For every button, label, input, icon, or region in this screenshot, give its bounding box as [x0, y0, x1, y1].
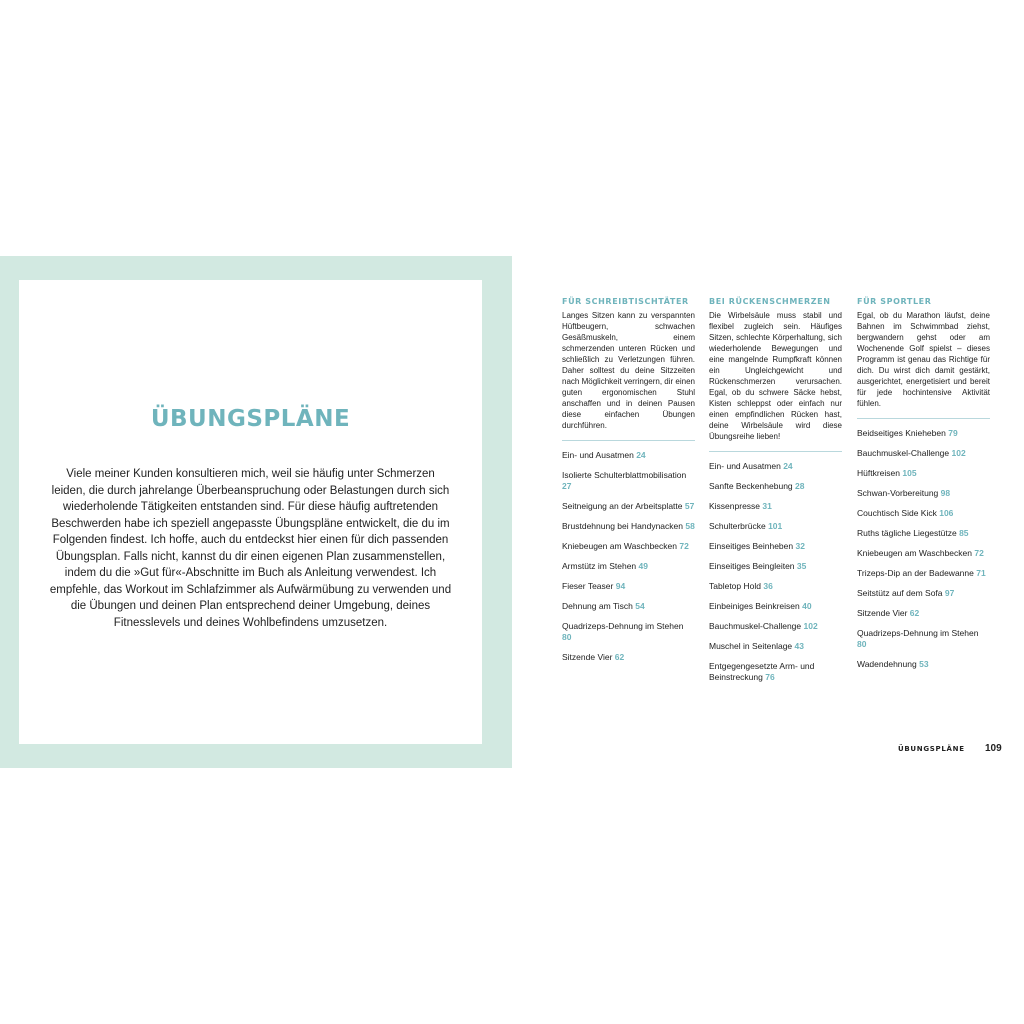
column-description: Die Wirbelsäule muss stabil und flexibel zugleich sein. Häufiges Sitzen, schlechte Körperhaltung, sich wiederholende Bewegungen und eine mangelnde Rumpfkraft können ein Ungleichgewicht und Rückenschmerzen verursachen. Egal, ob du schwere Säcke hebst, Kisten schleppst oder einfach nur einen empfindlichen Rücken hast, deine Wirbelsäule wird diese Übungsreihe lieben!: [709, 311, 842, 441]
column-heading: BEI RÜCKENSCHMERZEN: [709, 297, 831, 306]
column-description: Langes Sitzen kann zu verspannten Hüftbeugern, schwachen Gesäßmuskeln, einem schmerzenden unteren Rücken und schließlich zu Verletzungen führen. Daher solltest du deine Sitzzeiten nach Möglichkeit verringern, dir einen guten ergonomischen Stuhl anschaffen und in deinen Pausen diese einfachen Übungen durchführen.: [562, 311, 695, 430]
exercise-page-number: 53: [919, 659, 929, 669]
exercise-page-number: 71: [976, 568, 986, 578]
exercise-page-number: 102: [803, 621, 818, 631]
exercise-name: Quadrizeps-Dehnung im Stehen: [857, 628, 979, 638]
exercise-item: [709, 561, 842, 572]
exercise-item: [857, 548, 990, 559]
exercise-item: [857, 628, 990, 650]
exercise-name: Einseitiges Beinheben: [709, 541, 794, 551]
plan-column-athletes: [857, 296, 990, 679]
exercise-item: [857, 528, 990, 539]
exercise-page-number: 79: [948, 428, 958, 438]
exercise-name: Ein- und Ausatmen: [709, 461, 781, 471]
exercise-page-number: 57: [684, 501, 695, 511]
page-title: ÜBUNGSPLÄNE: [150, 406, 351, 432]
exercise-name: Entgegengesetzte Arm- und Beinstreckung: [709, 661, 815, 682]
exercise-page-number: 40: [802, 601, 812, 611]
exercise-item: [857, 428, 990, 439]
exercise-item: [709, 641, 842, 652]
left-page-panel: [19, 280, 482, 744]
exercise-name: Quadrizeps-Dehnung im Stehen: [562, 621, 684, 631]
exercise-page-number: 98: [940, 488, 951, 498]
column-heading: FÜR SCHREIBTISCHTÄTER: [562, 297, 689, 306]
exercise-item: [709, 581, 842, 592]
exercise-name: Sitzende Vier: [562, 652, 613, 662]
exercise-item: [857, 659, 990, 670]
exercise-page-number: 101: [768, 521, 783, 531]
exercise-item: [709, 601, 842, 612]
exercise-name: Kniebeugen am Waschbecken: [562, 541, 677, 551]
exercise-name: Isolierte Schulterblattmobilisation: [562, 470, 687, 480]
exercise-page-number: 62: [909, 608, 920, 618]
exercise-name: Couchtisch Side Kick: [857, 508, 937, 518]
exercise-page-number: 58: [685, 521, 695, 531]
exercise-item: [562, 521, 695, 532]
exercise-name: Schulterbrücke: [709, 521, 766, 531]
exercise-page-number: 24: [636, 450, 646, 460]
intro-paragraph: Viele meiner Kunden konsultieren mich, weil sie häufig unter Schmerzen leiden, die durch jahrelange Überbeanspruchung oder Belastungen durch sich wiederholende Tätigkeiten entstanden sind. Für diese häufig auftretenden Beschwerden habe ich speziell angepasste Übungspläne entwickelt, die du im Folgenden findest. Ich hoffe, auch du entdeckst hier einen für dich passenden Übungsplan. Falls nicht, kannst du dir einen eigenen Plan zusammenstellen, indem du die »Gut für«-Abschnitte im Buch als Anleitung verwendest. Ich empfehle, das Workout im Schlafzimmer als Aufwärmübung zu verwenden und die Übungen und deinen Plan entsprechend deiner Umgebung, deines Fitnesslevels und deines Wohlbefindens umzusetzen.: [49, 468, 452, 629]
exercise-page-number: 35: [796, 561, 807, 571]
exercise-item: [562, 541, 695, 552]
exercise-item: [562, 581, 695, 592]
exercise-name: Armstütz im Stehen: [562, 561, 637, 571]
exercise-name: Fieser Teaser: [562, 581, 614, 591]
exercise-item: [857, 488, 990, 499]
exercise-item: [857, 468, 990, 479]
exercise-name: Bauchmuskel-Challenge: [857, 448, 950, 458]
exercise-item: [709, 521, 842, 532]
exercise-name: Beidseitiges Knieheben: [857, 428, 946, 438]
exercise-list: [562, 450, 695, 663]
exercise-page-number: 24: [783, 461, 793, 471]
exercise-page-number: 31: [762, 501, 772, 511]
column-divider: [562, 440, 695, 441]
exercise-name: Seitstütz auf dem Sofa: [857, 588, 943, 598]
exercise-name: Muschel in Seitenlage: [709, 641, 793, 651]
exercise-page-number: 94: [615, 581, 626, 591]
exercise-name: Bauchmuskel-Challenge: [709, 621, 802, 631]
exercise-page-number: 106: [939, 508, 954, 518]
running-footer-label: ÜBUNGSPLÄNE: [898, 745, 965, 753]
plan-column-desk-workers: [562, 296, 695, 672]
exercise-item: [857, 448, 990, 459]
exercise-page-number: 85: [959, 528, 969, 538]
exercise-name: Einbeiniges Beinkreisen: [709, 601, 800, 611]
exercise-item: [709, 461, 842, 472]
exercise-name: Einseitiges Beingleiten: [709, 561, 795, 571]
exercise-name: Ruths tägliche Liegestütze: [857, 528, 957, 538]
exercise-page-number: 27: [562, 481, 572, 491]
exercise-item: [562, 601, 695, 612]
exercise-name: Tabletop Hold: [709, 581, 761, 591]
exercise-item: [709, 621, 842, 632]
exercise-item: [562, 652, 695, 663]
exercise-page-number: 62: [614, 652, 625, 662]
exercise-list: [709, 461, 842, 683]
exercise-page-number: 97: [944, 588, 955, 598]
exercise-item: [709, 541, 842, 552]
exercise-item: [857, 568, 990, 579]
exercise-name: Dehnung am Tisch: [562, 601, 633, 611]
page-number: 109: [985, 743, 1002, 754]
exercise-name: Wadendehnung: [857, 659, 917, 669]
exercise-name: Ein- und Ausatmen: [562, 450, 634, 460]
exercise-list: [857, 428, 990, 670]
column-heading: FÜR SPORTLER: [857, 297, 932, 306]
exercise-page-number: 54: [635, 601, 645, 611]
exercise-item: [709, 661, 842, 683]
exercise-page-number: 49: [638, 561, 649, 571]
plan-column-back-pain: [709, 296, 842, 692]
exercise-name: Sitzende Vier: [857, 608, 908, 618]
exercise-item: [857, 608, 990, 619]
exercise-name: Sanfte Beckenhebung: [709, 481, 793, 491]
exercise-page-number: 105: [902, 468, 917, 478]
exercise-name: Hüftkreisen: [857, 468, 900, 478]
exercise-page-number: 43: [794, 641, 805, 651]
exercise-page-number: 32: [795, 541, 805, 551]
exercise-name: Schwan-Vorbereitung: [857, 488, 939, 498]
exercise-page-number: 72: [974, 548, 984, 558]
exercise-page-number: 102: [951, 448, 966, 458]
exercise-item: [562, 621, 695, 643]
exercise-item: [709, 501, 842, 512]
column-divider: [857, 418, 990, 419]
exercise-name: Trizeps-Dip an der Badewanne: [857, 568, 974, 578]
exercise-item: [562, 501, 695, 512]
exercise-page-number: 72: [679, 541, 689, 551]
exercise-item: [562, 561, 695, 572]
exercise-name: Brustdehnung bei Handynacken: [562, 521, 683, 531]
left-page-frame: [0, 256, 512, 768]
column-description: Egal, ob du Marathon läufst, deine Bahnen im Schwimmbad ziehst, bergwandern gehst oder am Wochenende Golf spielst – dieses Programm ist genau das Richtige für dich. Du wirst dich damit gestärkt, ausgerichtet, energetisiert und bereit für jede hochintensive Aktivität fühlen.: [857, 311, 990, 408]
exercise-page-number: 76: [765, 672, 775, 682]
exercise-item: [562, 450, 695, 461]
exercise-page-number: 80: [857, 639, 867, 649]
exercise-page-number: 80: [562, 632, 572, 642]
exercise-page-number: 36: [763, 581, 773, 591]
exercise-item: [857, 508, 990, 519]
column-divider: [709, 451, 842, 452]
exercise-name: Seitneigung an der Arbeitsplatte: [562, 501, 683, 511]
exercise-item: [709, 481, 842, 492]
exercise-page-number: 28: [795, 481, 805, 491]
exercise-name: Kissenpresse: [709, 501, 761, 511]
exercise-item: [857, 588, 990, 599]
exercise-item: [562, 470, 695, 492]
exercise-name: Kniebeugen am Waschbecken: [857, 548, 972, 558]
